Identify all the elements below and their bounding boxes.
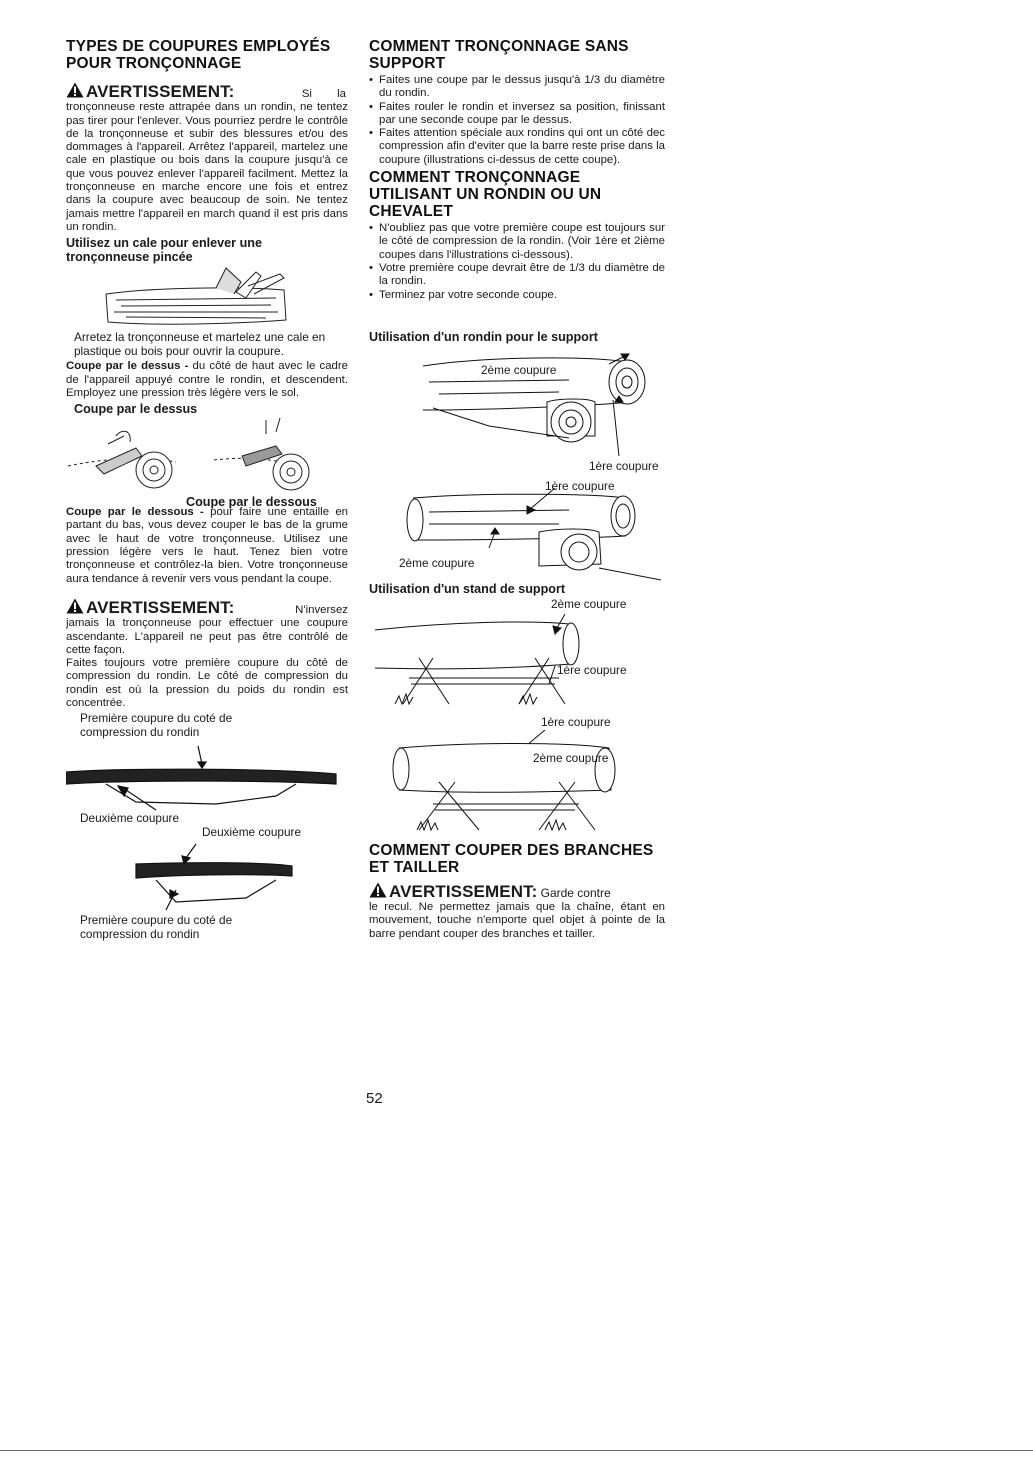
warning-no-reverse bbox=[66, 598, 348, 657]
warning-triangle-icon bbox=[66, 598, 84, 614]
log2-label-top: 1ère coupure bbox=[545, 478, 615, 493]
fig2-top-label: Deuxième coupure bbox=[202, 825, 302, 840]
warning-lead: Garde contre bbox=[540, 885, 611, 900]
wedge-log-illustration bbox=[66, 264, 348, 326]
warning-triangle-icon bbox=[369, 882, 387, 898]
cut-figures bbox=[66, 416, 348, 510]
bottom-rule bbox=[0, 1450, 1033, 1451]
list-item: • Terminez par votre seconde coupe. bbox=[369, 289, 665, 302]
list-item: • Faites une coupe par le dessus jusqu'à 1/3 du diamètre du rondin. bbox=[369, 74, 665, 101]
warning-pinched-saw bbox=[66, 82, 348, 234]
wedge-caption: Arretez la tronçonneuse et martelez une cale en plastique ou bois pour ouvrir la coupure. bbox=[74, 330, 326, 358]
undercut-paragraph bbox=[66, 506, 348, 586]
list-item: • N'oubliez pas que votre première coupe est toujours sur le côté de compression de la rondin. (Voir 1ère et 2ième coupes dans l'illustrations ci-dessous). bbox=[369, 222, 665, 262]
bullets-sans-support bbox=[369, 74, 665, 167]
warning-body: jamais la tronçonneuse pour effectuer une coupure ascendante. L'appareil ne peut pas être contrôlé de cette façon. bbox=[66, 617, 348, 656]
log-support-figure-2 bbox=[369, 480, 665, 588]
stand2-label-mid: 2ème coupure bbox=[533, 750, 609, 765]
overcut-text: du côté de haut avec le cadre de l'appareil appuyé contre le rondin, et descendent. Employez une pression très légère vers le sol. bbox=[66, 360, 348, 399]
list-item: • Votre première coupe devrait être de 1/3 du diamètre de la rondin. bbox=[369, 262, 665, 289]
bullets-chevalet bbox=[369, 222, 665, 302]
warning-lead: Si la bbox=[301, 88, 346, 100]
compression-figure-1 bbox=[66, 710, 348, 826]
log1-label-top: 2ème coupure bbox=[481, 362, 557, 377]
log1-label-bottom: 1ère coupure bbox=[589, 458, 659, 473]
warning-lead: N'inversez bbox=[295, 603, 348, 616]
compression-figure-2 bbox=[66, 826, 348, 944]
heading-sans-support: COMMENT TRONÇONNAGE SANS SUPPORT bbox=[369, 38, 629, 72]
undercut-text: pour faire une entaille en partant du bas, vous devez couper le bas de la grume avec le haut de votre tronçonneuse. Utilisez une pression légère vers le haut. Tenez bien votre tronçonneuse et contrôlez-la bien. Votre tronçonneuse aura tendance à revenir vers vous pendant la coupe. bbox=[66, 506, 349, 585]
warning-triangle-icon bbox=[66, 82, 84, 98]
stand1-label-top: 2ème coupure bbox=[551, 596, 627, 611]
subheading-wedge: Utilisez un cale pour enlever une tronçonneuse pincée bbox=[66, 236, 262, 265]
log2-label-bottom: 2ème coupure bbox=[399, 555, 475, 570]
overcut-label: Coupe par le dessus - bbox=[66, 360, 189, 373]
undercut-label: Coupe par le dessous - bbox=[66, 506, 204, 519]
warning-title: AVERTISSEMENT: bbox=[86, 597, 235, 617]
warning-title: AVERTISSEMENT: bbox=[389, 881, 538, 901]
warning-body: le recul. Ne permettez jamais que la chaîne, étant en mouvement, touche n'emporte quel objet à pointe de la barre pendant couper des branches et tailler. bbox=[369, 901, 665, 940]
left-column bbox=[66, 38, 348, 944]
overcut-paragraph bbox=[66, 360, 348, 400]
stand1-label-side: 1ère coupure bbox=[557, 662, 627, 677]
undercut-figure-label: Coupe par le dessous bbox=[186, 495, 317, 510]
log-on-stand-illustration-2 bbox=[369, 730, 665, 842]
stand-figure-1 bbox=[369, 596, 665, 716]
stand2-label-top: 1ère coupure bbox=[541, 714, 611, 729]
subheading-overcut: Coupe par le dessus bbox=[74, 402, 198, 417]
heading-chevalet: COMMENT TRONÇONNAGE UTILISANT UN RONDIN OU UN CHEVALET bbox=[369, 169, 602, 221]
fig2-bottom-label: Première coupure du coté de compression du rondin bbox=[80, 913, 233, 941]
compression-paragraph: Faites toujours votre première coupure du côté de compression du rondin. Le côté de compression du rondin est où la pression du poids du rondin est concentrée. bbox=[66, 657, 348, 710]
list-item: • Faites attention spéciale aux rondins qui ont un côté dec compression afin d'eviter que la barre reste prise dans la coupure (illustrations ci-dessus de cette coupe). bbox=[369, 127, 665, 167]
log-cut-top-illustration bbox=[66, 740, 348, 820]
log-cut-bottom-illustration bbox=[66, 834, 348, 914]
fig1-bottom-label: Deuxième coupure bbox=[80, 811, 180, 826]
list-item: • Faites rouler le rondin et inversez sa position, finissant par une seconde coupe par le dessus. bbox=[369, 101, 665, 128]
log-on-log-illustration-2 bbox=[369, 488, 665, 588]
page-number: 52 bbox=[366, 1090, 383, 1107]
overcut-illustration bbox=[66, 416, 348, 494]
right-column bbox=[369, 38, 665, 941]
subheading-stand: Utilisation d'un stand de support bbox=[369, 581, 566, 596]
heading-types-de-coupures: TYPES DE COUPURES EMPLOYÉS POUR TRONÇONNAGE bbox=[66, 38, 331, 72]
heading-branches: COMMENT COUPER DES BRANCHES ET TAILLER bbox=[369, 841, 654, 876]
subheading-log-support: Utilisation d'un rondin pour le support bbox=[369, 329, 598, 344]
warning-body: tronçonneuse reste attrapée dans un rondin, ne tentez pas tirer pour l'enlever. Vous pourriez perdre le contrôle de la tronçonneuse et subir des blessures et/ou des dommages à l'appareil. Arrêtez l'appareil, martelez une cale en plastique ou bois dans la coupure jusqu'à ce que vous pouvez enlever l'appareil facilment. Mettez la tronçonneuse en marche encore une fois et entrez dans la coupure avec beaucoup de soin. Ne tentez jamais mettre l'appareil en march quand il est pris dans un rondin. bbox=[66, 101, 348, 233]
fig1-top-label: Première coupure du coté de compression du rondin bbox=[80, 711, 233, 739]
warning-kickback bbox=[369, 882, 665, 941]
warning-title: AVERTISSEMENT: bbox=[86, 82, 235, 101]
stand-figure-2 bbox=[369, 716, 665, 844]
log-support-figure-1 bbox=[369, 352, 665, 480]
